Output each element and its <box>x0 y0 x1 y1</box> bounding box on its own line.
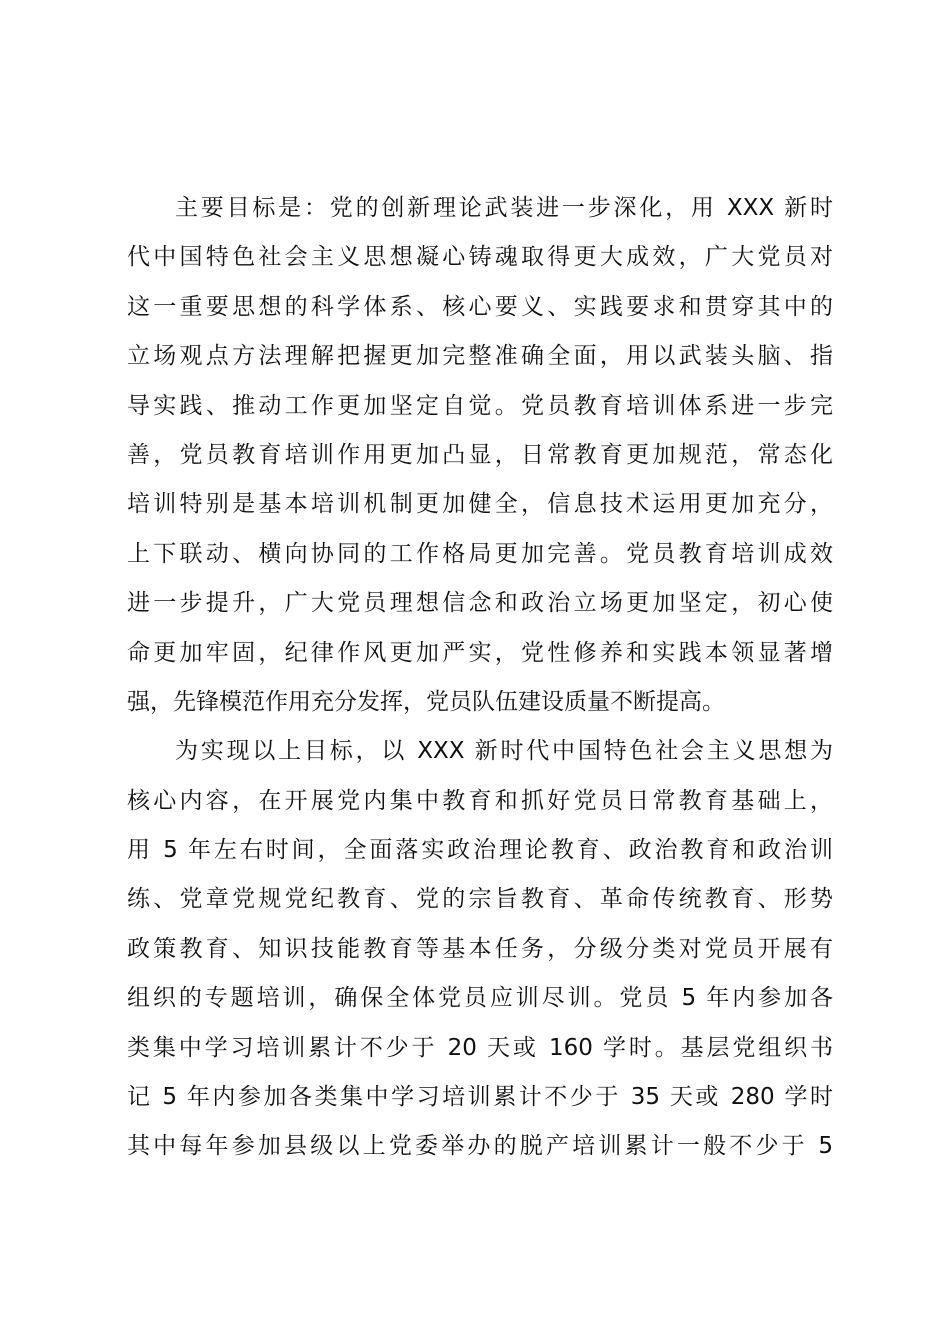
text-line: 上下联动、横向协同的工作格局更加完善。党员教育培训成效 <box>127 540 833 567</box>
text-line: 命更加牢固，纪律作风更加严实，党性修养和实践本领显著增 <box>127 639 833 666</box>
text-line: 其中每年参加县级以上党委举办的脱产培训累计一般不少于 5 <box>127 1133 833 1160</box>
paragraph-main-goals <box>127 184 833 727</box>
text-line: 培训特别是基本培训机制更加健全，信息技术运用更加充分， <box>127 491 833 518</box>
body-text <box>127 184 833 1172</box>
text-line: 类集中学习培训累计不少于 20 天或 160 学时。基层党组织书 <box>127 1034 833 1061</box>
text-line: 进一步提升，广大党员理想信念和政治立场更加坚定，初心使 <box>127 590 833 617</box>
text-line: 立场观点方法理解把握更加完整准确全面，用以武装头脑、指 <box>127 343 833 370</box>
text-line: 组织的专题培训，确保全体党员应训尽训。党员 5 年内参加各 <box>127 985 833 1012</box>
text-line: 核心内容，在开展党内集中教育和抓好党员日常教育基础上， <box>127 787 833 814</box>
text-line: 练、党章党规党纪教育、党的宗旨教育、革命传统教育、形势 <box>127 886 833 913</box>
text-line: 这一重要思想的科学体系、核心要义、实践要求和贯穿其中的 <box>127 293 833 320</box>
text-line: 用 5 年左右时间，全面落实政治理论教育、政治教育和政治训 <box>127 837 833 864</box>
text-line: 为实现以上目标，以 XXX 新时代中国特色社会主义思想为 <box>175 738 833 765</box>
text-line: 记 5 年内参加各类集中学习培训累计不少于 35 天或 280 学时 <box>127 1084 833 1111</box>
text-line: 政策教育、知识技能教育等基本任务，分级分类对党员开展有 <box>127 935 833 962</box>
text-line: 导实践、推动工作更加坚定自觉。党员教育培训体系进一步完 <box>127 392 833 419</box>
text-line: 主要目标是：党的创新理论武装进一步深化，用 XXX 新时 <box>175 195 833 221</box>
paragraph-implementation <box>127 727 833 1172</box>
text-line: 善，党员教育培训作用更加凸显，日常教育更加规范，常态化 <box>127 441 833 468</box>
text-line: 代中国特色社会主义思想凝心铸魂取得更大成效，广大党员对 <box>127 244 833 271</box>
text-line: 强，先锋模范作用充分发挥，党员队伍建设质量不断提高。 <box>127 688 725 715</box>
